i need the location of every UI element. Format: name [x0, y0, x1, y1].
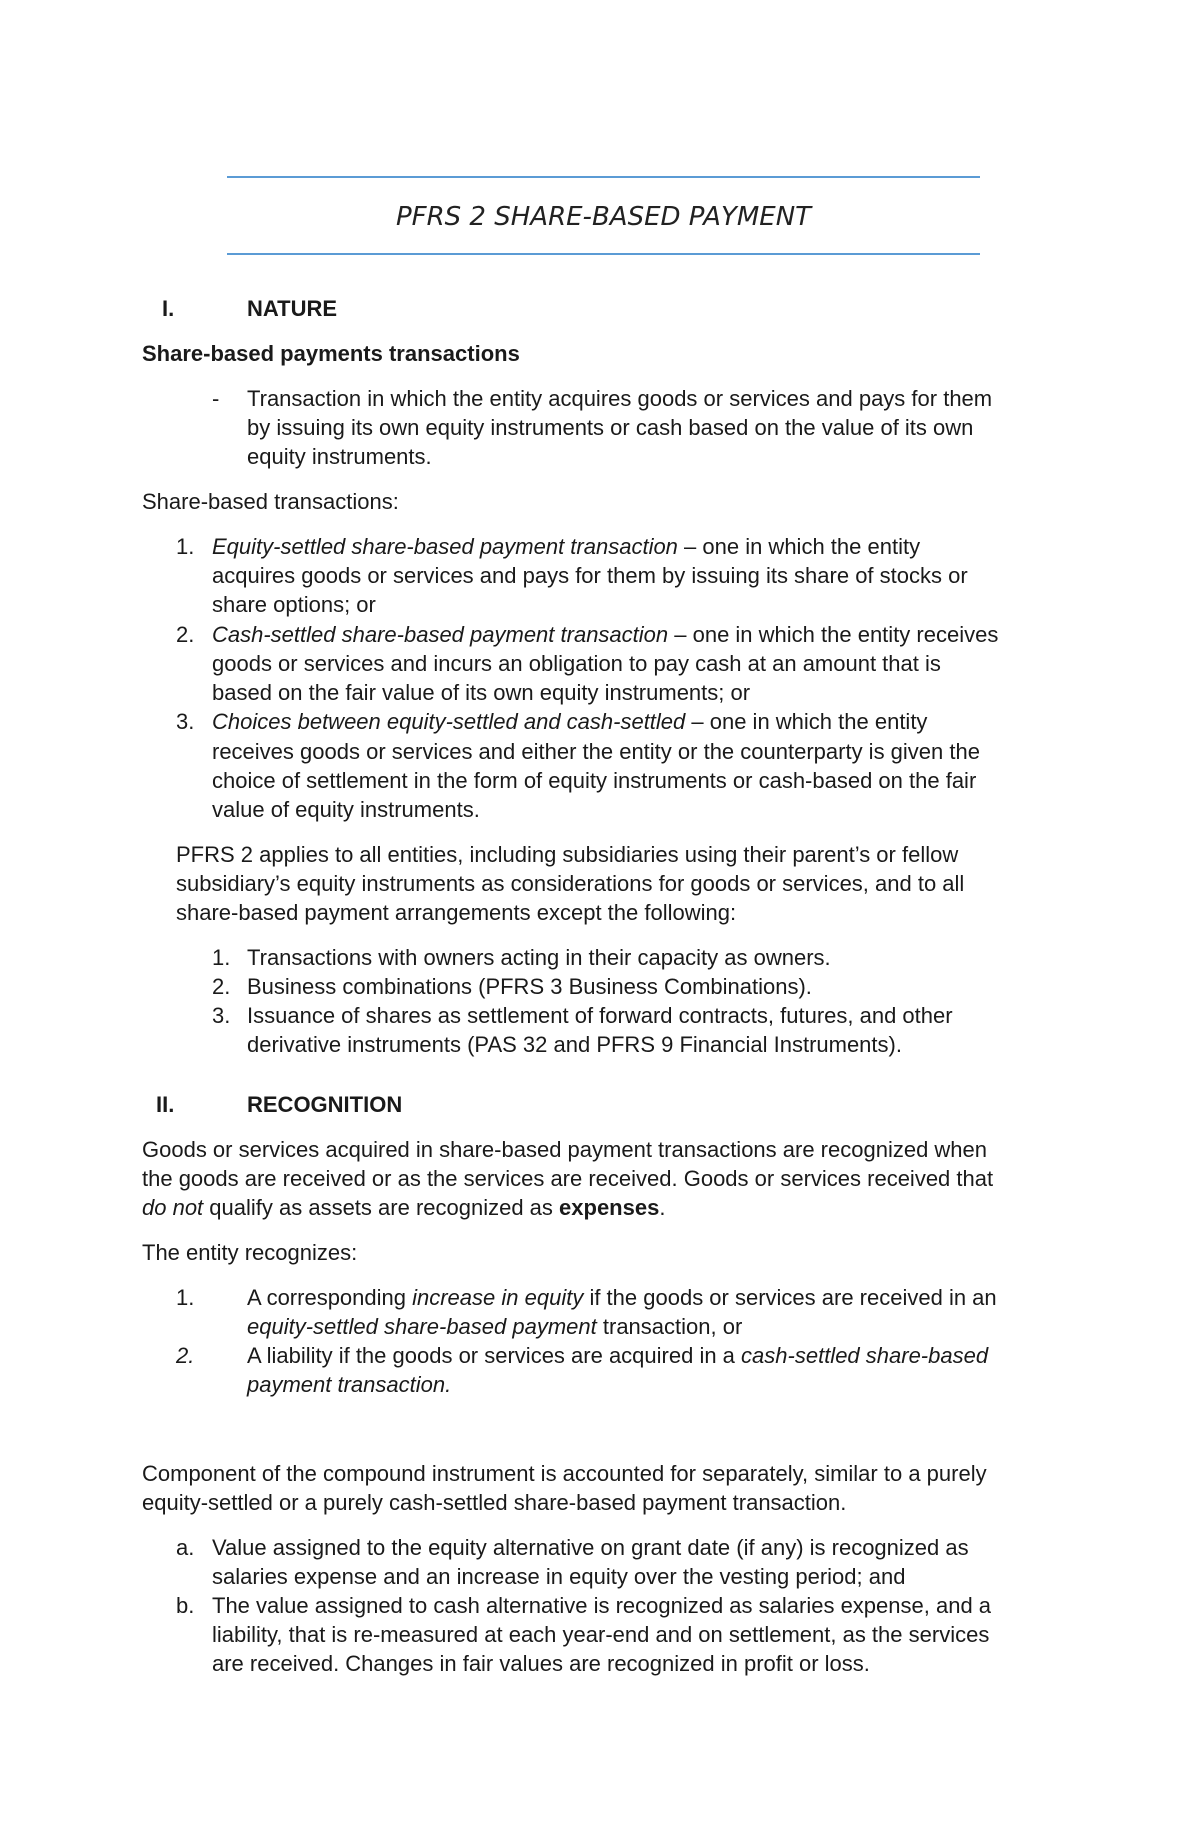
emphasis: equity-settled share-based payment — [247, 1314, 597, 1339]
list-item — [247, 1283, 997, 1313]
definition-line: by issuing its own equity instruments or cash based on the value of its own — [247, 415, 974, 440]
term: Equity-settled share-based payment transaction — [212, 534, 678, 559]
list-number: 2. — [176, 1343, 195, 1368]
title-bottom-rule — [227, 253, 980, 255]
list-item-line: The value assigned to cash alternative is recognized as salaries expense, and a — [212, 1593, 992, 1618]
list-letter: a. — [176, 1535, 195, 1560]
list-item — [247, 1341, 988, 1371]
paragraph-line: PFRS 2 applies to all entities, including subsidiaries using their parent’s or fellow — [176, 842, 959, 867]
text: qualify as assets are recognized as — [203, 1195, 560, 1220]
list-item-line: Business combinations (PFRS 3 Business Combinations). — [247, 974, 812, 999]
list-item-line: Value assigned to the equity alternative on grant date (if any) is recognized as — [212, 1535, 969, 1560]
text: – one in which the entity receives — [668, 622, 999, 647]
list-number: 3. — [176, 709, 195, 734]
emphasis: cash-settled share-based — [741, 1343, 989, 1368]
emphasis: increase in equity — [412, 1285, 584, 1310]
list-item — [212, 707, 927, 737]
list-item-line: value of equity instruments. — [212, 797, 480, 822]
list-item-line: are received. Changes in fair values are recognized in profit or loss. — [212, 1651, 870, 1676]
list-number: 2. — [212, 974, 231, 999]
list-item-line: derivative instruments (PAS 32 and PFRS 9 Financial Instruments). — [247, 1032, 902, 1057]
paragraph: The entity recognizes: — [142, 1240, 358, 1265]
list-item-line: goods or services and incurs an obligation to pay cash at an amount that is — [212, 651, 941, 676]
text: – one in which the entity — [685, 709, 928, 734]
page-title: PFRS 2 SHARE-BASED PAYMENT — [395, 202, 812, 232]
definition-line: Transaction in which the entity acquires goods or services and pays for them — [247, 386, 993, 411]
list-item — [212, 532, 920, 562]
list-item-line: based on the fair value of its own equity instruments; or — [212, 680, 751, 705]
list-item-line: share options; or — [212, 592, 376, 617]
list-number: 1. — [176, 534, 195, 559]
text: if the goods or services are received in an — [583, 1285, 997, 1310]
list-item-line: Issuance of shares as settlement of forward contracts, futures, and other — [247, 1003, 953, 1028]
definition-line: equity instruments. — [247, 444, 432, 469]
text: . — [659, 1195, 666, 1220]
list-marker: - — [212, 386, 220, 411]
list-number: 1. — [176, 1285, 195, 1310]
list-item-line — [247, 1312, 742, 1342]
emphasis: do not — [142, 1195, 204, 1220]
list-number: 2. — [176, 622, 195, 647]
paragraph-line: subsidiary’s equity instruments as considerations for goods or services, and to all — [176, 871, 965, 896]
paragraph-line — [142, 1193, 665, 1223]
list-letter: b. — [176, 1593, 195, 1618]
list-item-line: acquires goods or services and pays for them by issuing its share of stocks or — [212, 563, 968, 588]
paragraph-line: the goods are received or as the services are received. Goods or services received that — [142, 1166, 994, 1191]
text: – one in which the entity — [677, 534, 921, 559]
term: Choices between equity-settled and cash-settled — [212, 709, 686, 734]
list-item-line: Transactions with owners acting in their capacity as owners. — [247, 945, 831, 970]
text: A liability if the goods or services are acquired in a — [247, 1343, 742, 1368]
strong: expenses — [559, 1195, 660, 1220]
term: Cash-settled share-based payment transaction — [212, 622, 669, 647]
section-number: II. — [156, 1092, 175, 1117]
paragraph-line: Goods or services acquired in share-based payment transactions are recognized when — [142, 1137, 988, 1162]
text: transaction, or — [596, 1314, 743, 1339]
paragraph-line: share-based payment arrangements except the following: — [176, 900, 737, 925]
list-number: 1. — [212, 945, 231, 970]
list-item-line: liability, that is re-measured at each year-end and on settlement, as the services — [212, 1622, 990, 1647]
subheading: Share-based payments transactions — [142, 341, 520, 366]
list-item — [212, 620, 998, 650]
title-top-rule — [227, 176, 980, 178]
section-heading: RECOGNITION — [247, 1092, 403, 1117]
paragraph-line: Component of the compound instrument is accounted for separately, similar to a purely — [142, 1461, 987, 1486]
paragraph-line: equity-settled or a purely cash-settled share-based payment transaction. — [142, 1490, 847, 1515]
text: A corresponding — [247, 1285, 413, 1310]
list-item-line: salaries expense and an increase in equity over the vesting period; and — [212, 1564, 906, 1589]
list-item-line: choice of settlement in the form of equity instruments or cash-based on the fair — [212, 768, 977, 793]
list-item-line: receives goods or services and either the entity or the counterparty is given the — [212, 739, 980, 764]
list-number: 3. — [212, 1003, 231, 1028]
paragraph: Share-based transactions: — [142, 489, 399, 514]
list-item-line: payment transaction. — [247, 1372, 452, 1397]
section-number: I. — [162, 296, 175, 321]
section-heading: NATURE — [247, 296, 338, 321]
